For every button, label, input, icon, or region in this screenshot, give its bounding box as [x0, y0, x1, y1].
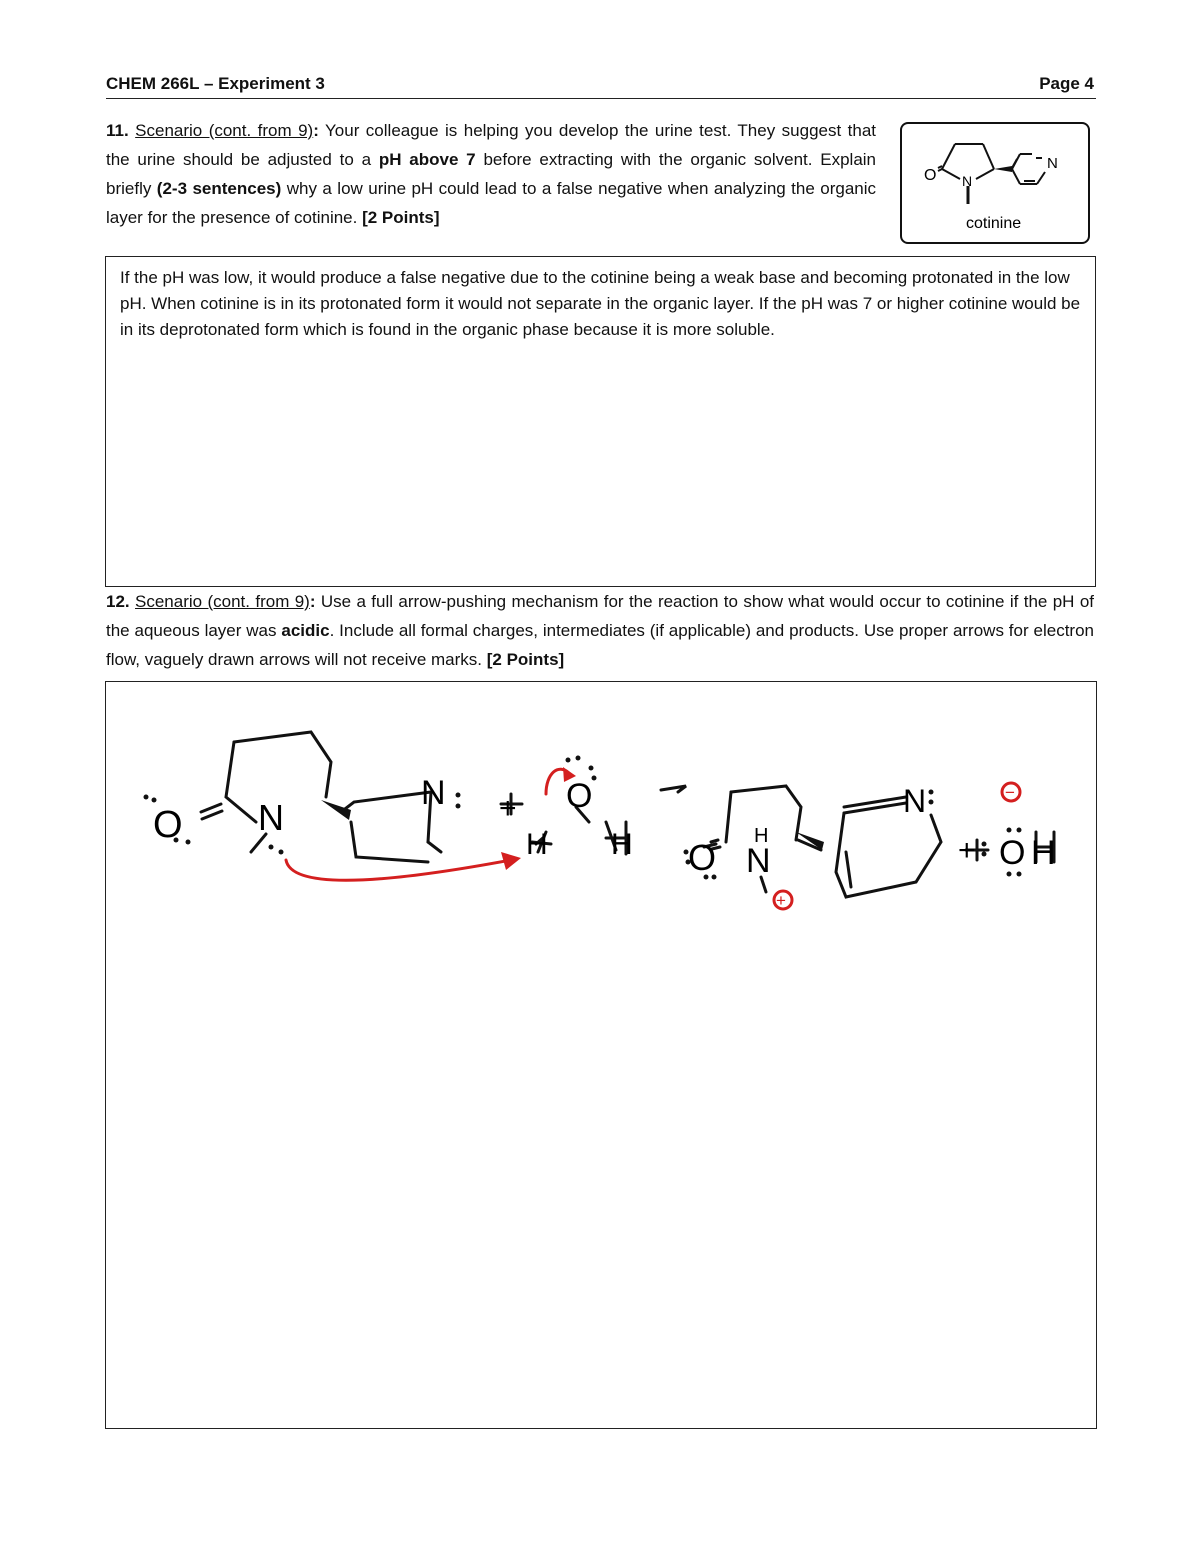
- question-number: 11.: [106, 121, 129, 140]
- hydroxide-hydrogen: H: [1031, 834, 1056, 872]
- atom-n: N: [258, 797, 284, 838]
- question-number: 12.: [106, 592, 130, 611]
- water-hydrogen: H: [526, 828, 548, 861]
- hydroxide-oxygen: O: [999, 834, 1026, 872]
- product-hydrogen: H: [754, 825, 769, 847]
- points: [2 Points]: [362, 208, 440, 227]
- cotinine-structure: [902, 124, 1088, 242]
- question-text: Your colleague is helping you develop the urine test. They suggest that the urine should be adjusted to a: [106, 121, 876, 169]
- plus-sign: +: [958, 834, 976, 867]
- colon: :: [313, 121, 319, 140]
- product-oxygen: O: [688, 837, 717, 878]
- question-text: Use a full arrow-pushing mechanism for the reaction to show what would occur to cotinine if the pH of the aqueous layer was: [106, 592, 1094, 640]
- question-text: why a low urine pH could lead to a false negative when analyzing the organic layer for the presence of cotinine.: [106, 179, 877, 227]
- colon: :: [309, 592, 316, 611]
- question-12: [106, 587, 1094, 674]
- atom-o: O: [153, 804, 183, 846]
- emphasis: pH above 7: [378, 150, 476, 169]
- water-oxygen: O: [566, 777, 593, 815]
- answer-box-11[interactable]: [105, 256, 1096, 587]
- negative-charge: −: [1005, 783, 1015, 802]
- atom-n: N: [962, 173, 973, 189]
- mechanism-sketch: [106, 682, 1096, 1428]
- product-nitrogen: N: [746, 842, 771, 880]
- atom-n-pyridine: N: [421, 774, 446, 812]
- page-header: [106, 72, 1096, 99]
- question-11: [106, 116, 876, 232]
- plus-sign: +: [499, 792, 517, 825]
- atom-n-pyridine: N: [1047, 155, 1058, 172]
- course-title: CHEM 266L – Experiment 3: [106, 74, 325, 93]
- scenario-label: Scenario (cont. from 9): [135, 592, 310, 611]
- water-hydrogen: H: [611, 828, 633, 861]
- scenario-label: Scenario (cont. from 9): [135, 121, 314, 140]
- molecule-label: cotinine: [966, 215, 1022, 232]
- positive-charge: +: [776, 891, 786, 910]
- emphasis: (2-3 sentences): [156, 179, 282, 198]
- atom-o: O: [924, 167, 937, 184]
- cotinine-structure-box: [900, 122, 1090, 244]
- question-text: before extracting with the organic solvent. Explain briefly: [106, 150, 877, 198]
- emphasis: acidic: [281, 621, 330, 640]
- answer-text: If the pH was low, it would produce a false negative due to the cotinine being a weak base and becoming protonated in the low pH. When cotinine is in its protonated form it would not separate in the organic layer. If the pH was 7 or higher cotinine would be in its deprotonated form which is found in the organic phase because it is more soluble.: [120, 268, 1081, 339]
- points: [2 Points]: [486, 650, 565, 669]
- product-pyridine-n: N: [903, 783, 927, 819]
- page-number: Page 4: [1039, 74, 1094, 93]
- drawing-box-12[interactable]: [105, 681, 1097, 1429]
- question-text: . Include all formal charges, intermediates (if applicable) and products. Use proper arrows for electron flow, vaguely drawn arrows will not receive marks.: [106, 621, 1094, 669]
